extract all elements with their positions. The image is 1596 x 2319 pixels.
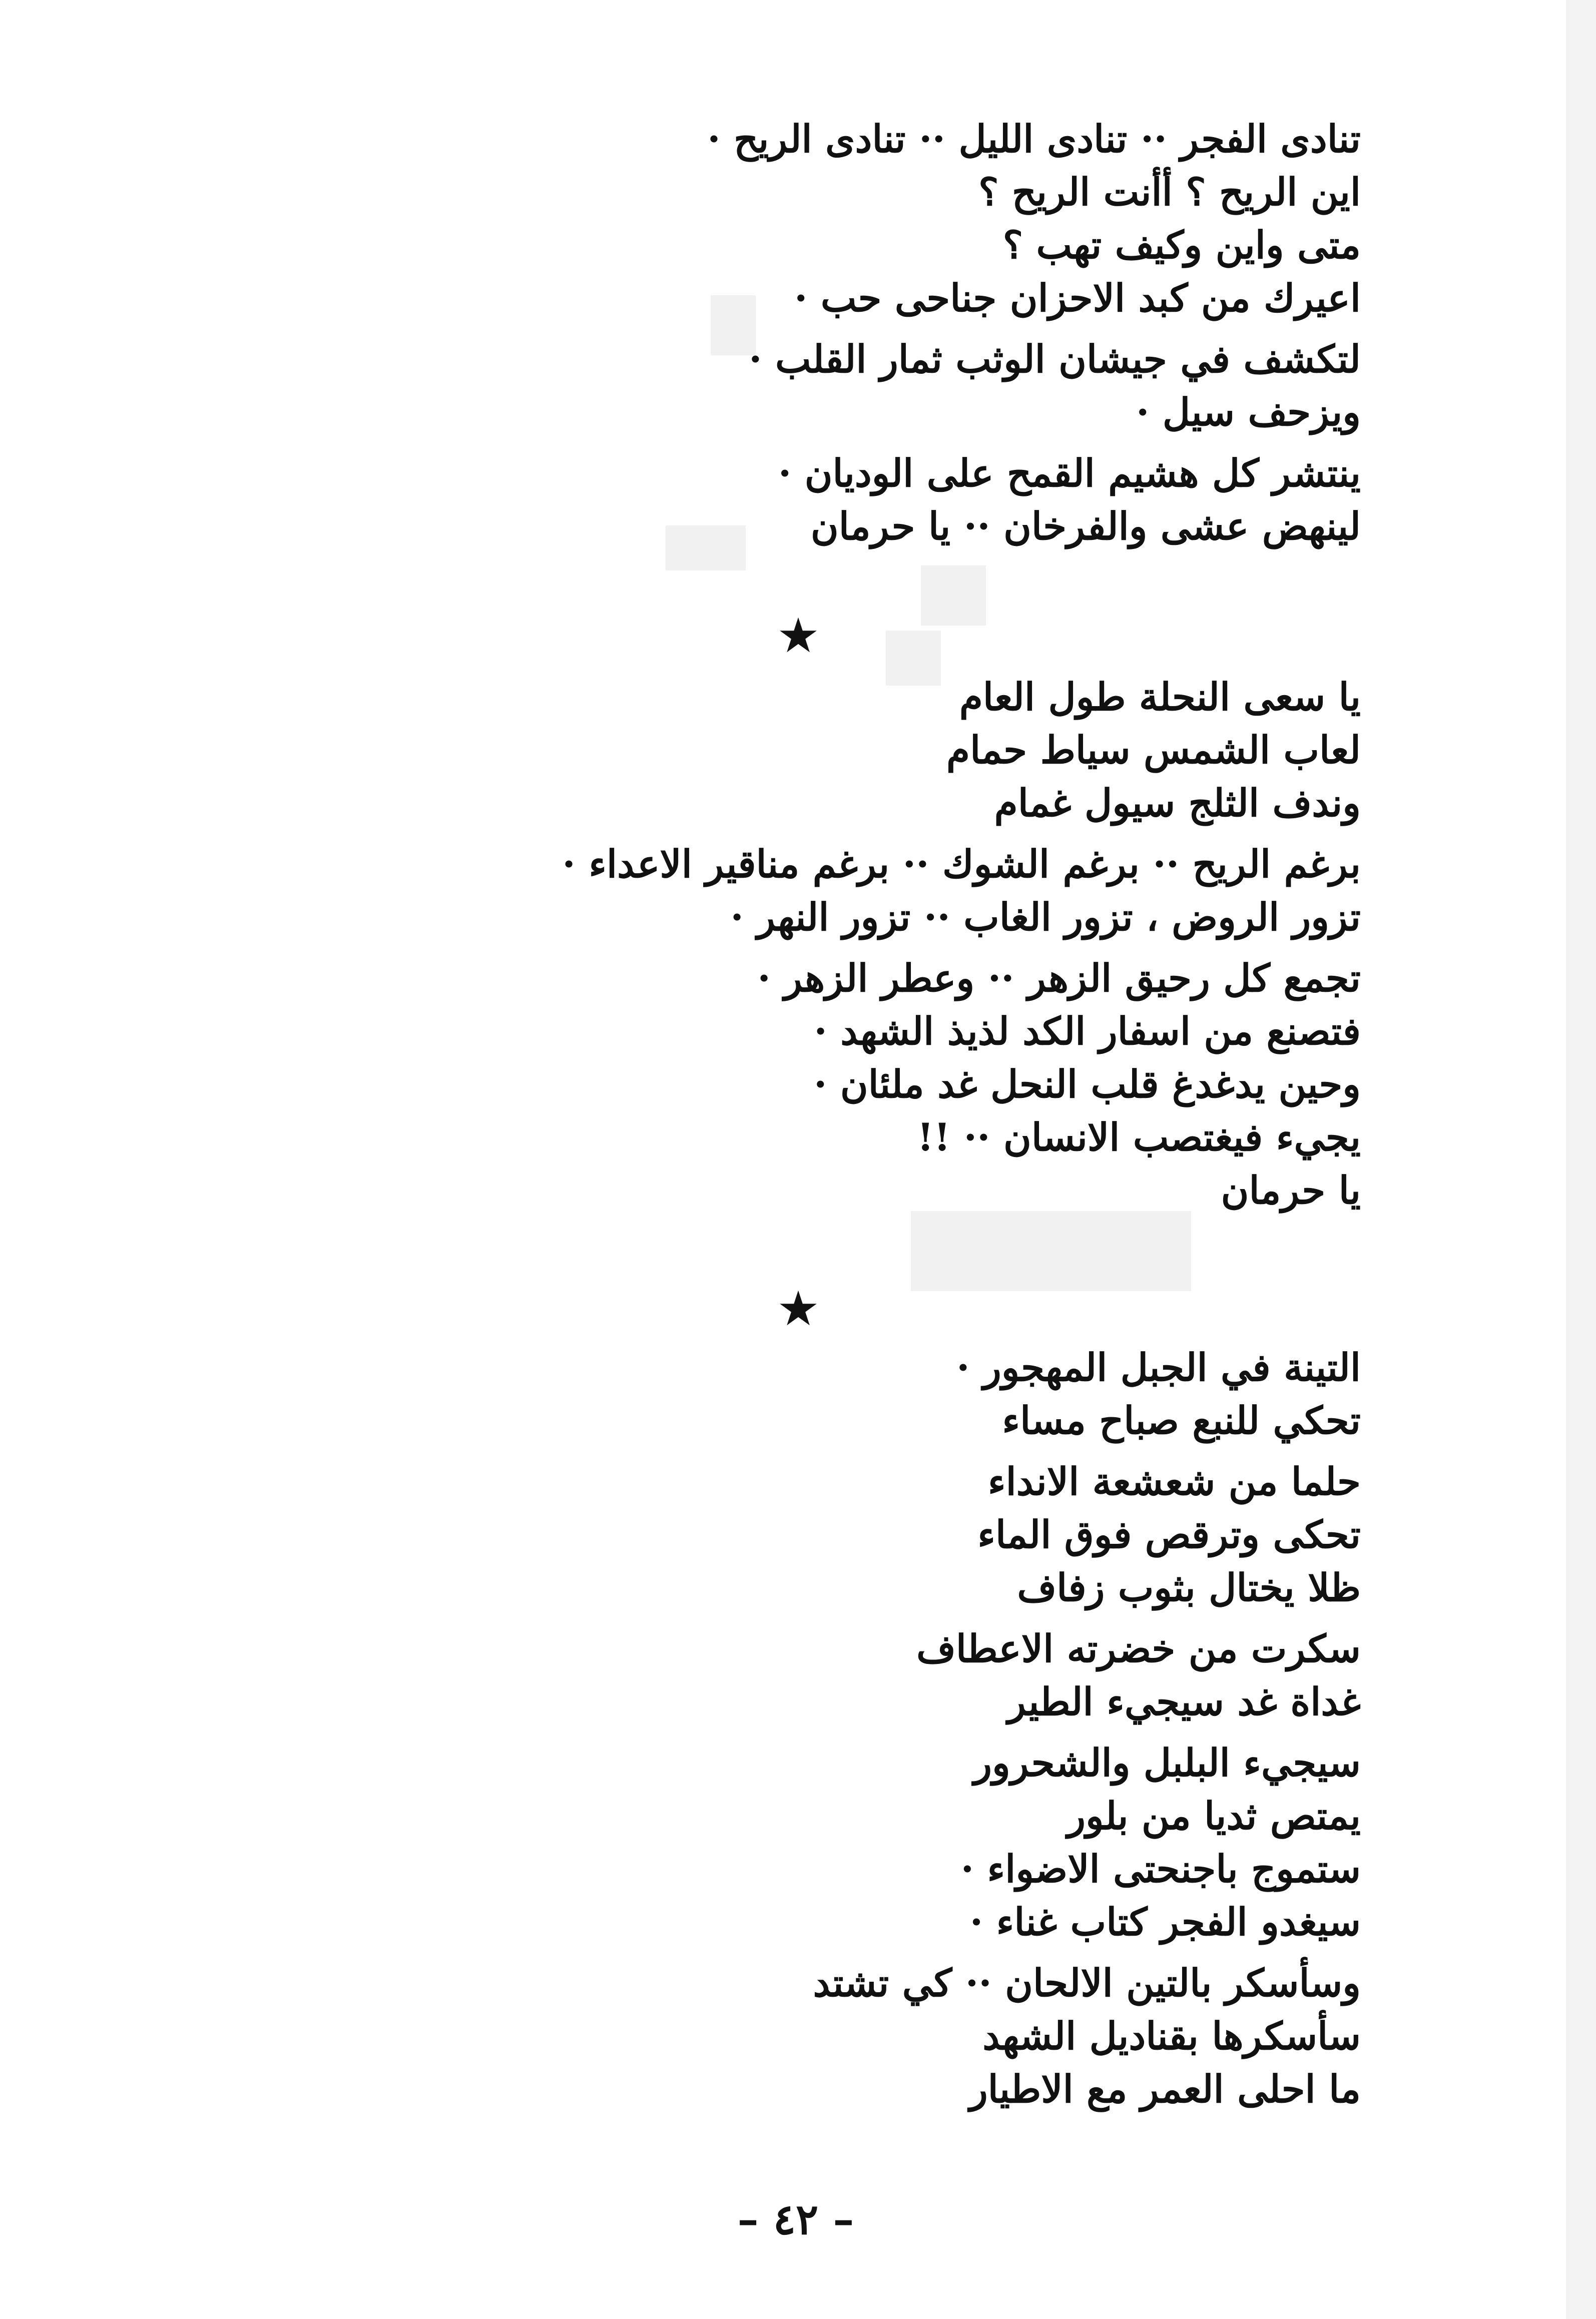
poem-line: تجمع كل رحيق الزهر ·· وعطر الزهر ·: [757, 956, 1361, 1000]
stanza-3: [813, 1341, 1361, 2116]
stanza-1: [707, 113, 1361, 553]
poem-line: وحين يدغدغ قلب النحل غد ملئان ·: [813, 1062, 1361, 1106]
poem-line: حلما من شعشعة الانداء: [987, 1459, 1361, 1504]
poem-line: التينة في الجبل المهجور ·: [956, 1345, 1361, 1390]
poem-line: تنادى الفجر ·· تنادى الليل ·· تنادى الريح ·: [707, 117, 1361, 161]
poem-line: برغم الريح ·· برغم الشوك ·· برغم مناقير الاعداء ·: [562, 842, 1361, 886]
poem-line: فتصنع من اسفار الكد لذيذ الشهد ·: [814, 1009, 1361, 1053]
scan-smudge: [921, 565, 986, 626]
poem-line: تحكي للنبع صباح مساء: [1002, 1398, 1361, 1443]
poem-line: يمتص ثديا من بلور: [1067, 1794, 1361, 1838]
poem-line: ظلا يختال بثوب زفاف: [1017, 1565, 1361, 1610]
poem-line: ستموج باجنحتى الاضواء ·: [960, 1847, 1361, 1891]
poem-line: متى واين وكيف تهب ؟: [1002, 223, 1361, 267]
poem-line: يا سعى النحلة طول العام: [959, 675, 1361, 719]
poem-line: ما احلى العمر مع الاطيار: [969, 2067, 1361, 2111]
poem-line: ينتشر كل هشيم القمح على الوديان ·: [778, 451, 1361, 495]
poem-line: تحكى وترقص فوق الماء: [977, 1512, 1361, 1557]
poem-line: تزور الروض ، تزور الغاب ·· تزور النهر ·: [730, 895, 1361, 939]
poem-line: سيغدو الفجر كتاب غناء ·: [969, 1900, 1361, 1944]
page-number: – ٤٢ –: [737, 2194, 854, 2244]
poem-line: يا حرمان: [1221, 1168, 1361, 1213]
poem-line: يجيء فيغتصب الانسان ·· !!: [917, 1115, 1361, 1159]
poem-line: لعاب الشمس سياط حمام: [946, 728, 1361, 772]
poem-line: سكرت من خضرته الاعطاف: [916, 1626, 1361, 1671]
stanza-2: [562, 671, 1361, 1217]
poem-line: ويزحف سيل ·: [1136, 390, 1361, 434]
poem-line: سيجيء البلبل والشحرور: [973, 1741, 1361, 1785]
scan-edge: [1566, 0, 1596, 2319]
poem-line: اين الريح ؟ أأنت الريح ؟: [978, 170, 1361, 214]
scan-smudge: [911, 1211, 1191, 1291]
star-separator-icon: ★: [776, 608, 820, 664]
poem-line: وندف الثلج سيول غمام: [994, 781, 1361, 825]
star-separator-icon: ★: [776, 1281, 820, 1337]
poem-line: وسأسكر بالتين الالحان ·· كي تشتد: [813, 1961, 1361, 2005]
poem-line: لينهض عشى والفرخان ·· يا حرمان: [810, 504, 1361, 548]
poem-line: سأسكرها بقناديل الشهد: [982, 2014, 1361, 2058]
poem-line: غداة غد سيجيء الطير: [1007, 1679, 1361, 1724]
poem-line: لتكشف في جيشان الوثب ثمار القلب ·: [749, 337, 1361, 381]
poem-line: اعيرك من كبد الاحزان جناحى حب ·: [794, 276, 1361, 320]
